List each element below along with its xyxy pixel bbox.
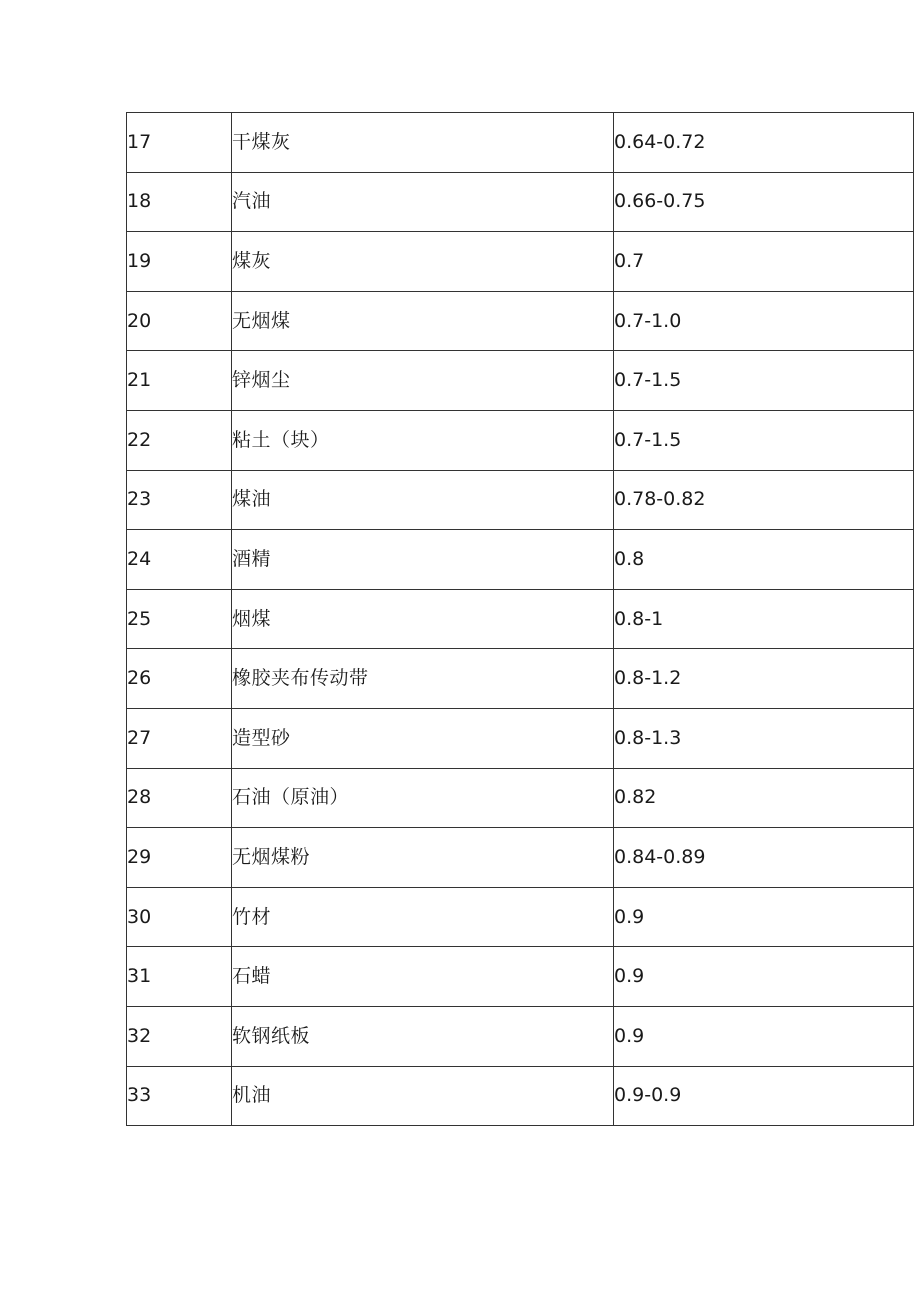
material-value: 0.8-1.2 xyxy=(614,649,914,709)
material-value: 0.8-1 xyxy=(614,589,914,649)
material-value: 0.7-1.5 xyxy=(614,351,914,411)
row-number: 23 xyxy=(127,470,232,530)
material-value: 0.9 xyxy=(614,947,914,1007)
table-row xyxy=(127,410,914,470)
material-value: 0.84-0.89 xyxy=(614,828,914,888)
row-number: 21 xyxy=(127,351,232,411)
table-row xyxy=(127,470,914,530)
row-number: 20 xyxy=(127,291,232,351)
table-row xyxy=(127,947,914,1007)
material-value: 0.7-1.5 xyxy=(614,410,914,470)
row-number: 28 xyxy=(127,768,232,828)
row-number: 17 xyxy=(127,113,232,173)
material-name: 机油 xyxy=(232,1066,614,1126)
material-name: 干煤灰 xyxy=(232,113,614,173)
material-value: 0.8-1.3 xyxy=(614,708,914,768)
material-value: 0.7-1.0 xyxy=(614,291,914,351)
material-name: 软钢纸板 xyxy=(232,1006,614,1066)
material-name: 煤灰 xyxy=(232,232,614,292)
row-number: 24 xyxy=(127,530,232,590)
table-row xyxy=(127,589,914,649)
material-value: 0.7 xyxy=(614,232,914,292)
material-value: 0.82 xyxy=(614,768,914,828)
table-row xyxy=(127,828,914,888)
row-number: 22 xyxy=(127,410,232,470)
row-number: 29 xyxy=(127,828,232,888)
material-value: 0.9 xyxy=(614,1006,914,1066)
material-name: 烟煤 xyxy=(232,589,614,649)
material-table xyxy=(126,112,914,1126)
material-name: 造型砂 xyxy=(232,708,614,768)
table-row xyxy=(127,649,914,709)
material-name: 橡胶夹布传动带 xyxy=(232,649,614,709)
table-row xyxy=(127,351,914,411)
material-name: 石油（原油） xyxy=(232,768,614,828)
material-name: 粘土（块） xyxy=(232,410,614,470)
row-number: 27 xyxy=(127,708,232,768)
material-value: 0.78-0.82 xyxy=(614,470,914,530)
row-number: 19 xyxy=(127,232,232,292)
table-body xyxy=(127,113,914,1126)
material-value: 0.9-0.9 xyxy=(614,1066,914,1126)
material-name: 煤油 xyxy=(232,470,614,530)
material-name: 锌烟尘 xyxy=(232,351,614,411)
material-name: 无烟煤 xyxy=(232,291,614,351)
row-number: 32 xyxy=(127,1006,232,1066)
table-row xyxy=(127,887,914,947)
row-number: 25 xyxy=(127,589,232,649)
material-name: 汽油 xyxy=(232,172,614,232)
table-row xyxy=(127,172,914,232)
material-value: 0.66-0.75 xyxy=(614,172,914,232)
table-row xyxy=(127,232,914,292)
material-name: 无烟煤粉 xyxy=(232,828,614,888)
table-row xyxy=(127,708,914,768)
table-row xyxy=(127,768,914,828)
row-number: 30 xyxy=(127,887,232,947)
material-value: 0.64-0.72 xyxy=(614,113,914,173)
table-row xyxy=(127,113,914,173)
row-number: 18 xyxy=(127,172,232,232)
row-number: 26 xyxy=(127,649,232,709)
material-name: 石蜡 xyxy=(232,947,614,1007)
material-value: 0.8 xyxy=(614,530,914,590)
material-value: 0.9 xyxy=(614,887,914,947)
table-row xyxy=(127,1066,914,1126)
material-name: 竹材 xyxy=(232,887,614,947)
row-number: 33 xyxy=(127,1066,232,1126)
table-row xyxy=(127,530,914,590)
table-row xyxy=(127,291,914,351)
row-number: 31 xyxy=(127,947,232,1007)
material-name: 酒精 xyxy=(232,530,614,590)
table-row xyxy=(127,1006,914,1066)
